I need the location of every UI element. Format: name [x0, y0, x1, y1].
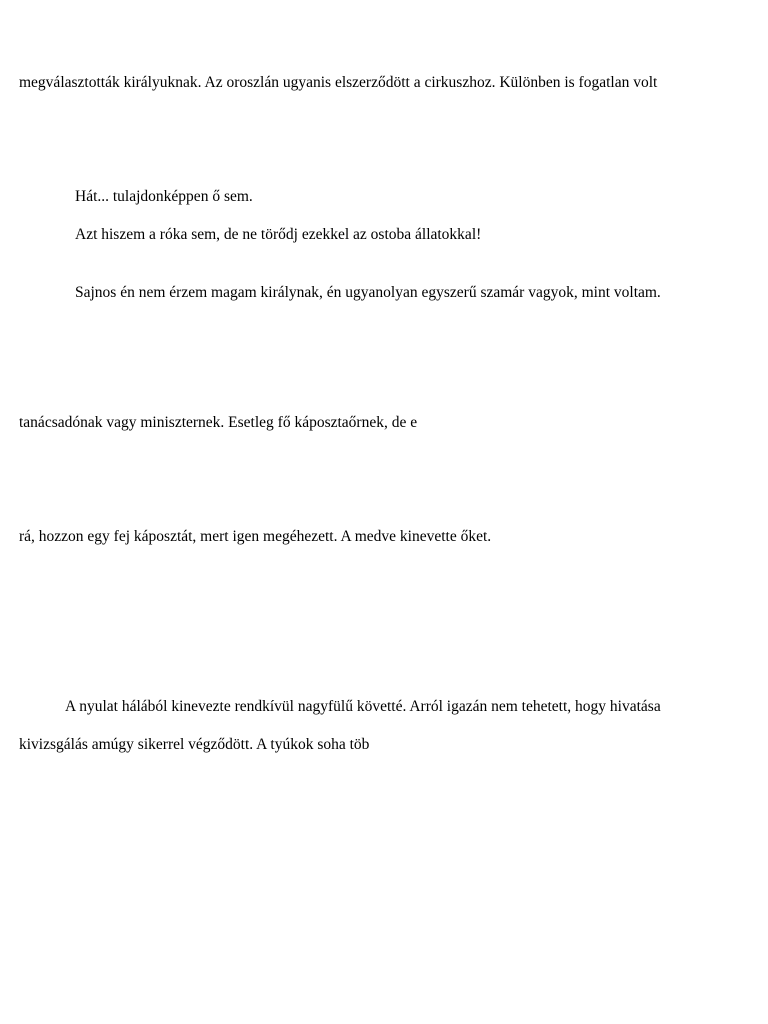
text-line-7: A nyulat hálából kinevezte rendkívül nagyfülű követté. Arról igazán nem tehetett, hogy hivatása: [65, 698, 661, 715]
text-line-8: kivizsgálás amúgy sikerrel végződött. A tyúkok soha töb: [19, 736, 370, 753]
text-line-5: tanácsadónak vagy miniszternek. Esetleg fő káposztaőrnek, de e: [19, 414, 418, 431]
text-line-4: Sajnos én nem érzem magam királynak, én ugyanolyan egyszerű szamár vagyok, mint voltam.: [75, 284, 661, 301]
text-line-3: Azt hiszem a róka sem, de ne törődj ezekkel az ostoba állatokkal!: [75, 226, 482, 243]
text-line-1: megválasztották királyuknak. Az oroszlán ugyanis elszerződött a cirkuszhoz. Különben is fogatlan volt: [19, 74, 658, 91]
text-line-6: rá, hozzon egy fej káposztát, mert igen megéhezett. A medve kinevette őket.: [19, 528, 492, 545]
text-line-2: Hát... tulajdonképpen ő sem.: [75, 188, 253, 205]
